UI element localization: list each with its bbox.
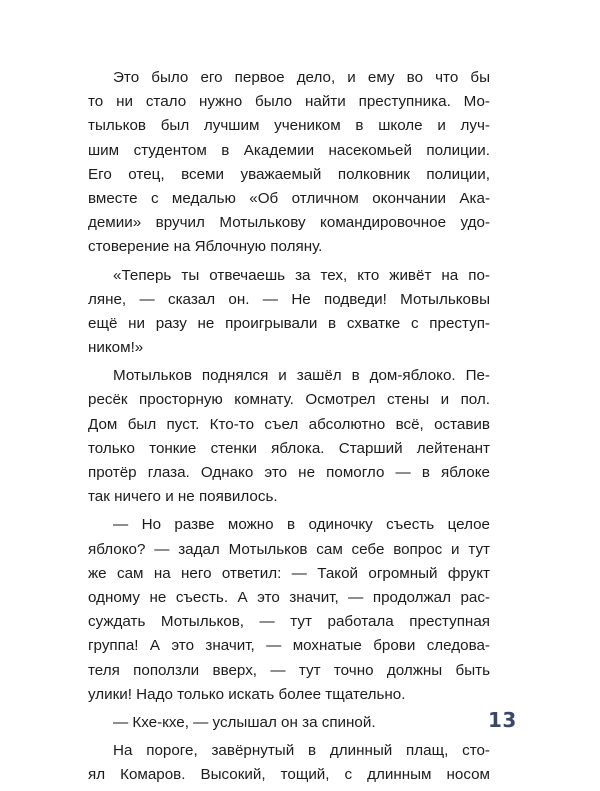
page-number: 13 <box>488 708 517 732</box>
text-line: улики! Надо только искать более тщательно. <box>88 685 406 703</box>
text-line: «Теперь ты отвечаешь за тех, кто живёт на по- <box>113 266 490 284</box>
paragraph <box>88 264 490 361</box>
text-line: же сам на него ответил: — Такой огромный фрукт <box>88 564 490 582</box>
text-line: стоверение на Яблочную поляну. <box>88 238 323 256</box>
text-line: ещё ни разу не проигрывали в схватке с преступ- <box>88 314 490 332</box>
text-line: теля поползли вверх, — тут точно должны быть <box>88 661 490 679</box>
paragraph <box>88 66 490 260</box>
text-line: ял Комаров. Высокий, тощий, с длинным носом <box>88 766 490 784</box>
text-line: группа! А это значит, — мохнатые брови следова- <box>88 637 490 655</box>
text-line: только тонкие стенки яблока. Старший лейтенант <box>88 439 490 457</box>
text-line: тыльков был лучшим учеником в школе и луч- <box>88 117 490 135</box>
text-line: Это было его первое дело, и ему во что бы <box>113 69 490 86</box>
text-line: Дом был пуст. Кто-то съел абсолютно всё, оставив <box>88 415 490 433</box>
paragraph <box>88 364 490 509</box>
paragraph <box>88 711 490 735</box>
text-line: демии» вручил Мотылькову командировочное удо- <box>88 214 490 232</box>
text-line: так ничего и не появилось. <box>88 488 278 506</box>
text-line: вместе с медалью «Об отличном окончании Ака- <box>88 189 490 207</box>
text-line: — Кхе-кхе, — услышал он за спиной. <box>113 713 376 731</box>
body-text <box>88 66 490 791</box>
text-line: шим студентом в Академии насекомьей полиции. <box>88 141 490 159</box>
paragraph <box>88 739 490 787</box>
text-line: Мотыльков поднялся и зашёл в дом-яблоко. Пе- <box>113 367 490 385</box>
text-line: протёр глаза. Однако это не помогло — в яблоке <box>88 464 490 481</box>
paragraph <box>88 513 490 707</box>
text-line: то ни стало нужно было найти преступника. Мо- <box>88 93 490 111</box>
text-line: суждать Мотыльков, — тут работала преступная <box>88 613 490 631</box>
text-line: ресёк просторную комнату. Осмотрел стены и пол. <box>88 391 490 409</box>
text-line: — Но разве можно в одиночку съесть целое <box>113 516 490 534</box>
text-line: Его отец, всеми уважаемый полковник полиции, <box>88 165 490 183</box>
text-line: одному не съесть. А это значит, — продолжал рас- <box>88 588 490 606</box>
text-line: ляне, — сказал он. — Не подведи! Мотыльковы <box>88 290 490 308</box>
text-line: ником!» <box>88 339 144 357</box>
text-line: яблоко? — задал Мотыльков сам себе вопрос и тут <box>88 540 490 558</box>
text-line: На пороге, завёрнутый в длинный плащ, сто- <box>113 742 490 760</box>
